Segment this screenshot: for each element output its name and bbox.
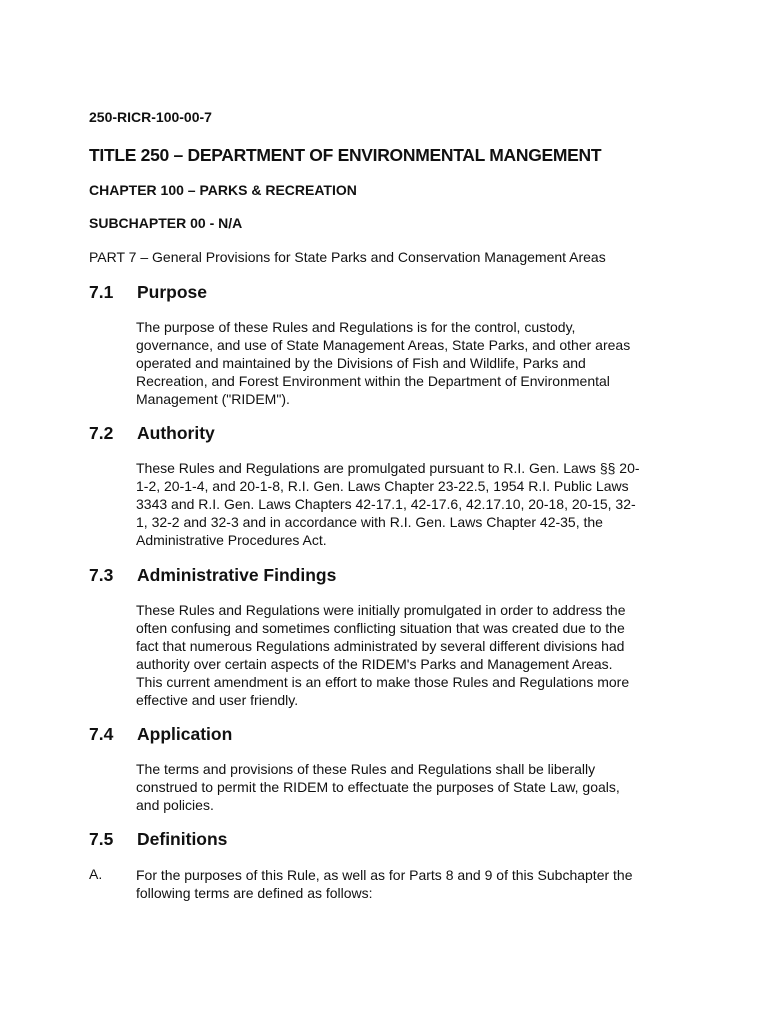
body-line: 3343 and R.I. Gen. Laws Chapters 42-17.1, 42-17.6, 42.17.10, 20-18, 20-15, 32-	[136, 496, 636, 512]
body-line: The terms and provisions of these Rules and Regulations shall be liberally	[136, 761, 596, 777]
body-line: Management ("RIDEM").	[136, 391, 290, 407]
section-body-administrative-findings	[136, 601, 696, 709]
section-body-definitions	[136, 866, 696, 902]
section-heading-purpose	[89, 282, 207, 303]
body-line: The purpose of these Rules and Regulations is for the control, custody,	[136, 319, 576, 335]
section-title: Administrative Findings	[137, 565, 337, 585]
body-line: These Rules and Regulations are promulgated pursuant to R.I. Gen. Laws §§ 20-	[136, 460, 640, 476]
subchapter-heading: SUBCHAPTER 00 - N/A	[89, 215, 243, 231]
body-line: and policies.	[136, 797, 214, 813]
section-title: Definitions	[137, 829, 228, 849]
document-id: 250-RICR-100-00-7	[89, 109, 212, 125]
part-heading: PART 7 – General Provisions for State Parks and Conservation Management Areas	[89, 249, 606, 265]
body-line: often confusing and sometimes conflicting situation that was created due to the	[136, 620, 625, 636]
section-title: Purpose	[137, 282, 208, 302]
body-line: effective and user friendly.	[136, 692, 299, 708]
body-line: Recreation, and Forest Environment within the Department of Environmental	[136, 373, 610, 389]
section-title: Application	[137, 724, 233, 744]
section-heading-administrative-findings	[89, 565, 336, 586]
chapter-heading: CHAPTER 100 – PARKS & RECREATION	[89, 182, 357, 198]
body-line: These Rules and Regulations were initially promulgated in order to address the	[136, 602, 626, 618]
body-line: 1-2, 20-1-4, and 20-1-8, R.I. Gen. Laws Chapter 23-22.5, 1954 R.I. Public Laws	[136, 478, 629, 494]
section-number: 7.3	[89, 565, 114, 585]
body-line: fact that numerous Regulations administrated by several different divisions had	[136, 638, 625, 654]
section-heading-definitions	[89, 829, 227, 850]
body-line: operated and maintained by the Divisions of Fish and Wildlife, Parks and	[136, 355, 586, 371]
body-line: This current amendment is an effort to make those Rules and Regulations more	[136, 674, 630, 690]
section-number: 7.1	[89, 282, 114, 302]
body-line: 1, 32-2 and 32-3 and in accordance with R.I. Gen. Laws Chapter 42-35, the	[136, 514, 603, 530]
section-body-purpose	[136, 318, 696, 408]
list-marker: A.	[89, 866, 103, 882]
body-line: governance, and use of State Management Areas, State Parks, and other areas	[136, 337, 631, 353]
section-body-authority	[136, 459, 696, 549]
section-heading-authority	[89, 423, 215, 444]
body-line: Administrative Procedures Act.	[136, 532, 327, 548]
body-line: For the purposes of this Rule, as well as for Parts 8 and 9 of this Subchapter the	[136, 867, 633, 883]
section-heading-application	[89, 724, 232, 745]
body-line: following terms are defined as follows:	[136, 885, 373, 901]
section-number: 7.2	[89, 423, 114, 443]
body-line: authority over certain aspects of the RIDEM's Parks and Management Areas.	[136, 656, 613, 672]
document-title: TITLE 250 – DEPARTMENT OF ENVIRONMENTAL MANGEMENT	[89, 145, 602, 165]
section-body-application	[136, 760, 696, 814]
section-title: Authority	[137, 423, 215, 443]
body-line: construed to permit the RIDEM to effectuate the purposes of State Law, goals,	[136, 779, 620, 795]
section-number: 7.5	[89, 829, 114, 849]
section-number: 7.4	[89, 724, 114, 744]
